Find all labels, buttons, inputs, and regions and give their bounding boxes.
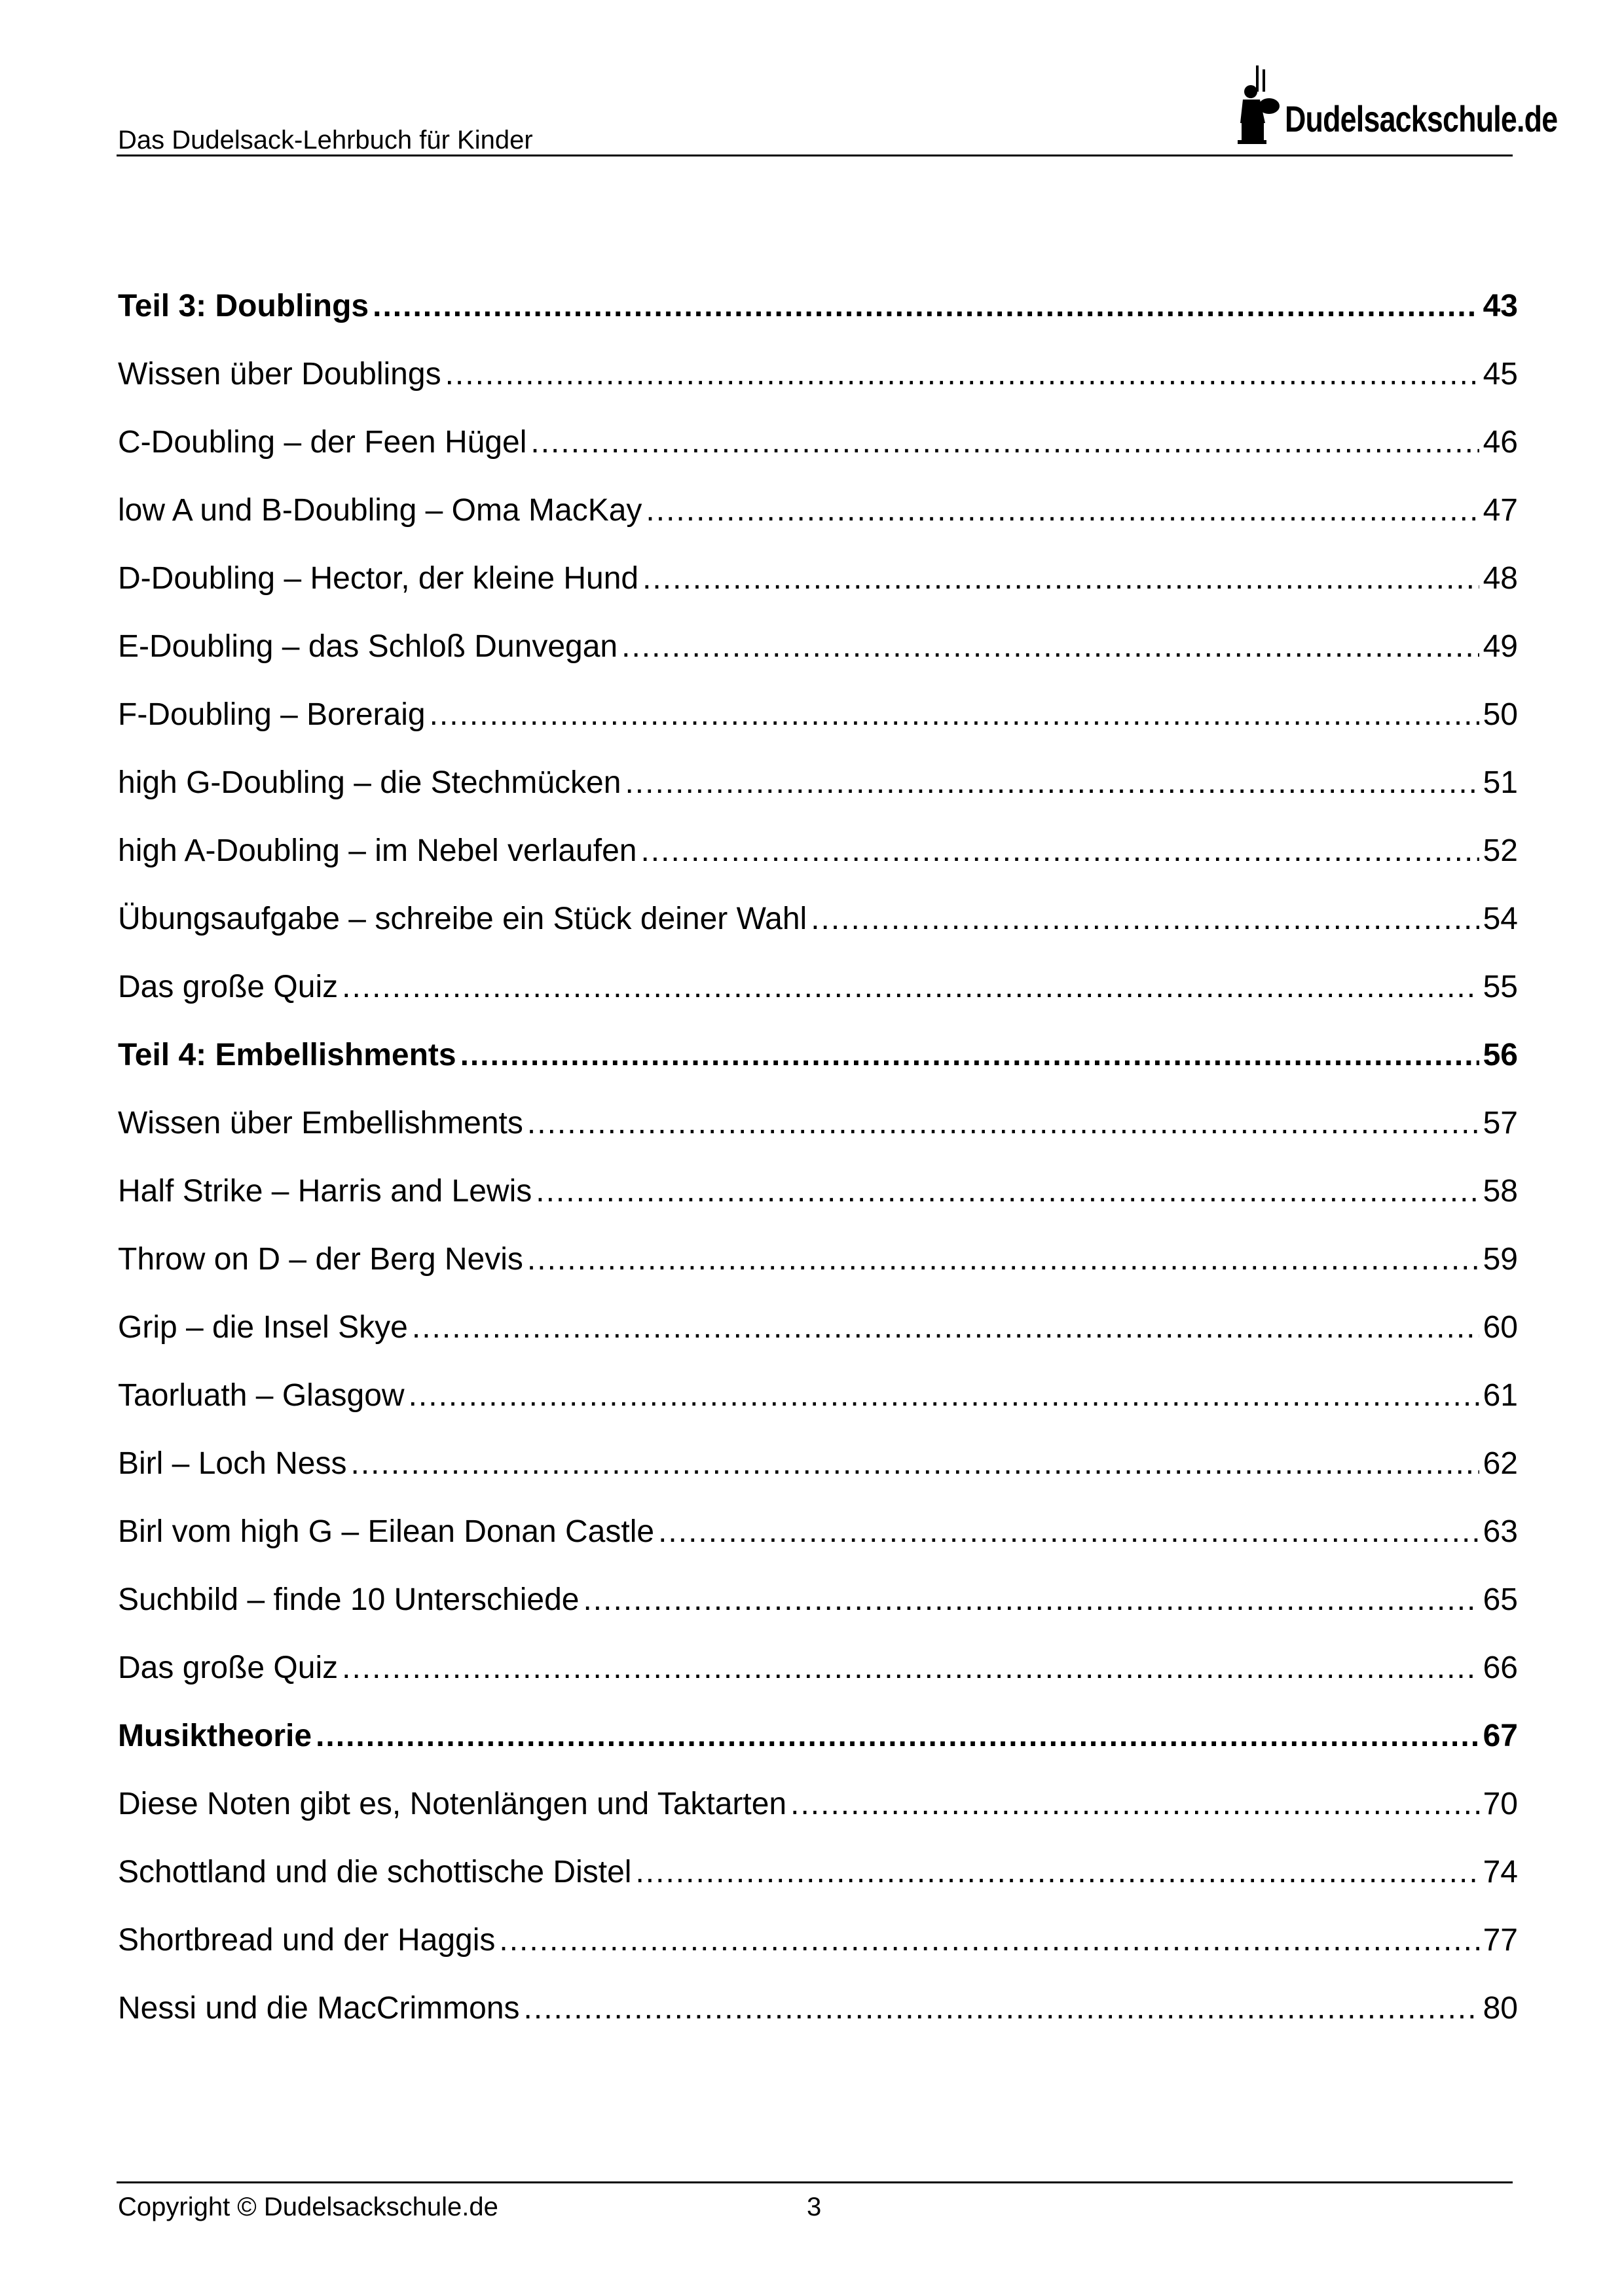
toc-dot-leader [350,1448,1479,1480]
toc-entry [118,1584,1518,1652]
toc-entry-page: 52 [1483,833,1518,868]
toc-entry-title: Throw on D – der Berg Nevis [118,1242,523,1277]
toc-entry-page: 47 [1483,493,1518,528]
toc-entry-title: Teil 3: Doublings [118,289,369,323]
toc-entry-title: Birl vom high G – Eilean Donan Castle [118,1514,655,1549]
toc-entry [118,359,1518,427]
table-of-contents [118,291,1518,2061]
toc-entry-page: 66 [1483,1650,1518,1685]
toc-entry [118,1721,1518,1789]
toc-entry [118,1516,1518,1584]
toc-entry-title: Das große Quiz [118,1650,339,1685]
toc-entry-page: 62 [1483,1446,1518,1481]
toc-dot-leader [536,1176,1479,1207]
toc-dot-leader [316,1721,1479,1752]
toc-entry-page: 54 [1483,902,1518,936]
copyright-text: Copyright © Dudelsackschule.de [118,2193,498,2221]
toc-dot-leader [342,972,1479,1003]
toc-entry [118,563,1518,631]
toc-entry [118,1925,1518,1993]
toc-dot-leader [499,1925,1479,1956]
toc-entry-title: Übungsaufgabe – schreibe ein Stück deiner Wahl [118,902,807,936]
toc-entry-title: D-Doubling – Hector, der kleine Hund [118,561,639,596]
toc-entry-title: Shortbread und der Haggis [118,1923,496,1958]
toc-entry [118,699,1518,767]
toc-entry-page: 49 [1483,629,1518,664]
toc-entry-page: 61 [1483,1378,1518,1413]
toc-entry [118,1857,1518,1925]
toc-entry [118,1652,1518,1721]
toc-entry-title: Das große Quiz [118,970,339,1004]
toc-entry-page: 63 [1483,1514,1518,1549]
toc-entry-page: 80 [1483,1991,1518,2026]
toc-dot-leader [583,1584,1479,1616]
toc-entry-page: 55 [1483,970,1518,1004]
toc-entry-title: Half Strike – Harris and Lewis [118,1174,532,1209]
toc-dot-leader [658,1516,1479,1548]
page-header [117,63,1558,156]
toc-entry-page: 46 [1483,425,1518,460]
toc-dot-leader [642,563,1479,594]
toc-entry [118,1040,1518,1108]
toc-entry [118,631,1518,699]
toc-entry [118,1789,1518,1857]
toc-entry [118,767,1518,835]
toc-entry-title: F-Doubling – Boreraig [118,697,426,732]
toc-entry [118,1312,1518,1380]
toc-entry-title: Schottland und die schottische Distel [118,1855,632,1889]
toc-entry [118,1448,1518,1516]
toc-entry [118,1108,1518,1176]
toc-entry [118,291,1518,359]
logo [1231,63,1558,145]
toc-entry-title: high G-Doubling – die Stechmücken [118,765,621,800]
toc-dot-leader [811,903,1479,935]
toc-entry-title: Teil 4: Embellishments [118,1038,456,1072]
toc-entry-title: Wissen über Doublings [118,357,441,392]
toc-entry-page: 57 [1483,1106,1518,1140]
toc-entry-page: 48 [1483,561,1518,596]
toc-entry-title: Suchbild – finde 10 Unterschiede [118,1582,580,1617]
logo-text: Dudelsackschule.de [1285,98,1558,139]
toc-entry-page: 70 [1483,1787,1518,1821]
toc-entry-title: Nessi und die MacCrimmons [118,1991,520,2026]
toc-entry-page: 56 [1483,1038,1518,1072]
toc-dot-leader [460,1040,1479,1071]
toc-entry [118,495,1518,563]
page-footer [117,2181,1513,2221]
toc-dot-leader [640,835,1479,867]
toc-dot-leader [412,1312,1479,1343]
toc-entry [118,1244,1518,1312]
toc-entry-page: 77 [1483,1923,1518,1958]
toc-entry-page: 58 [1483,1174,1518,1209]
toc-entry-page: 74 [1483,1855,1518,1889]
toc-dot-leader [445,359,1479,390]
toc-dot-leader [430,699,1479,731]
toc-entry-page: 59 [1483,1242,1518,1277]
toc-entry-title: high A-Doubling – im Nebel verlaufen [118,833,637,868]
toc-dot-leader [625,767,1479,799]
toc-entry-title: Grip – die Insel Skye [118,1310,408,1345]
toc-entry [118,427,1518,495]
toc-entry-page: 45 [1483,357,1518,392]
toc-dot-leader [373,291,1479,322]
toc-dot-leader [530,427,1479,458]
toc-entry-page: 67 [1483,1719,1518,1753]
toc-entry [118,1380,1518,1448]
toc-entry-title: low A und B-Doubling – Oma MacKay [118,493,642,528]
toc-entry-title: Taorluath – Glasgow [118,1378,405,1413]
toc-entry-title: Birl – Loch Ness [118,1446,347,1481]
toc-dot-leader [635,1857,1479,1888]
toc-entry-page: 51 [1483,765,1518,800]
toc-dot-leader [527,1244,1479,1275]
toc-entry-page: 65 [1483,1582,1518,1617]
toc-dot-leader [527,1108,1479,1139]
page-number: 3 [807,2193,822,2221]
toc-entry-page: 43 [1483,289,1518,323]
toc-entry-title: E-Doubling – das Schloß Dunvegan [118,629,618,664]
bagpiper-icon [1231,63,1283,145]
toc-entry-title: Musiktheorie [118,1719,312,1753]
toc-entry-title: Diese Noten gibt es, Notenlängen und Taktarten [118,1787,787,1821]
toc-entry [118,903,1518,972]
toc-dot-leader [524,1993,1479,2024]
toc-entry [118,972,1518,1040]
toc-dot-leader [342,1652,1479,1684]
header-title: Das Dudelsack-Lehrbuch für Kinder [118,126,533,155]
toc-entry-page: 50 [1483,697,1518,732]
toc-dot-leader [646,495,1479,526]
toc-entry-title: C-Doubling – der Feen Hügel [118,425,527,460]
toc-entry [118,835,1518,903]
toc-dot-leader [790,1789,1479,1820]
toc-entry-title: Wissen über Embellishments [118,1106,523,1140]
toc-dot-leader [409,1380,1479,1412]
toc-entry-page: 60 [1483,1310,1518,1345]
toc-entry [118,1176,1518,1244]
toc-entry [118,1993,1518,2061]
toc-dot-leader [621,631,1479,663]
